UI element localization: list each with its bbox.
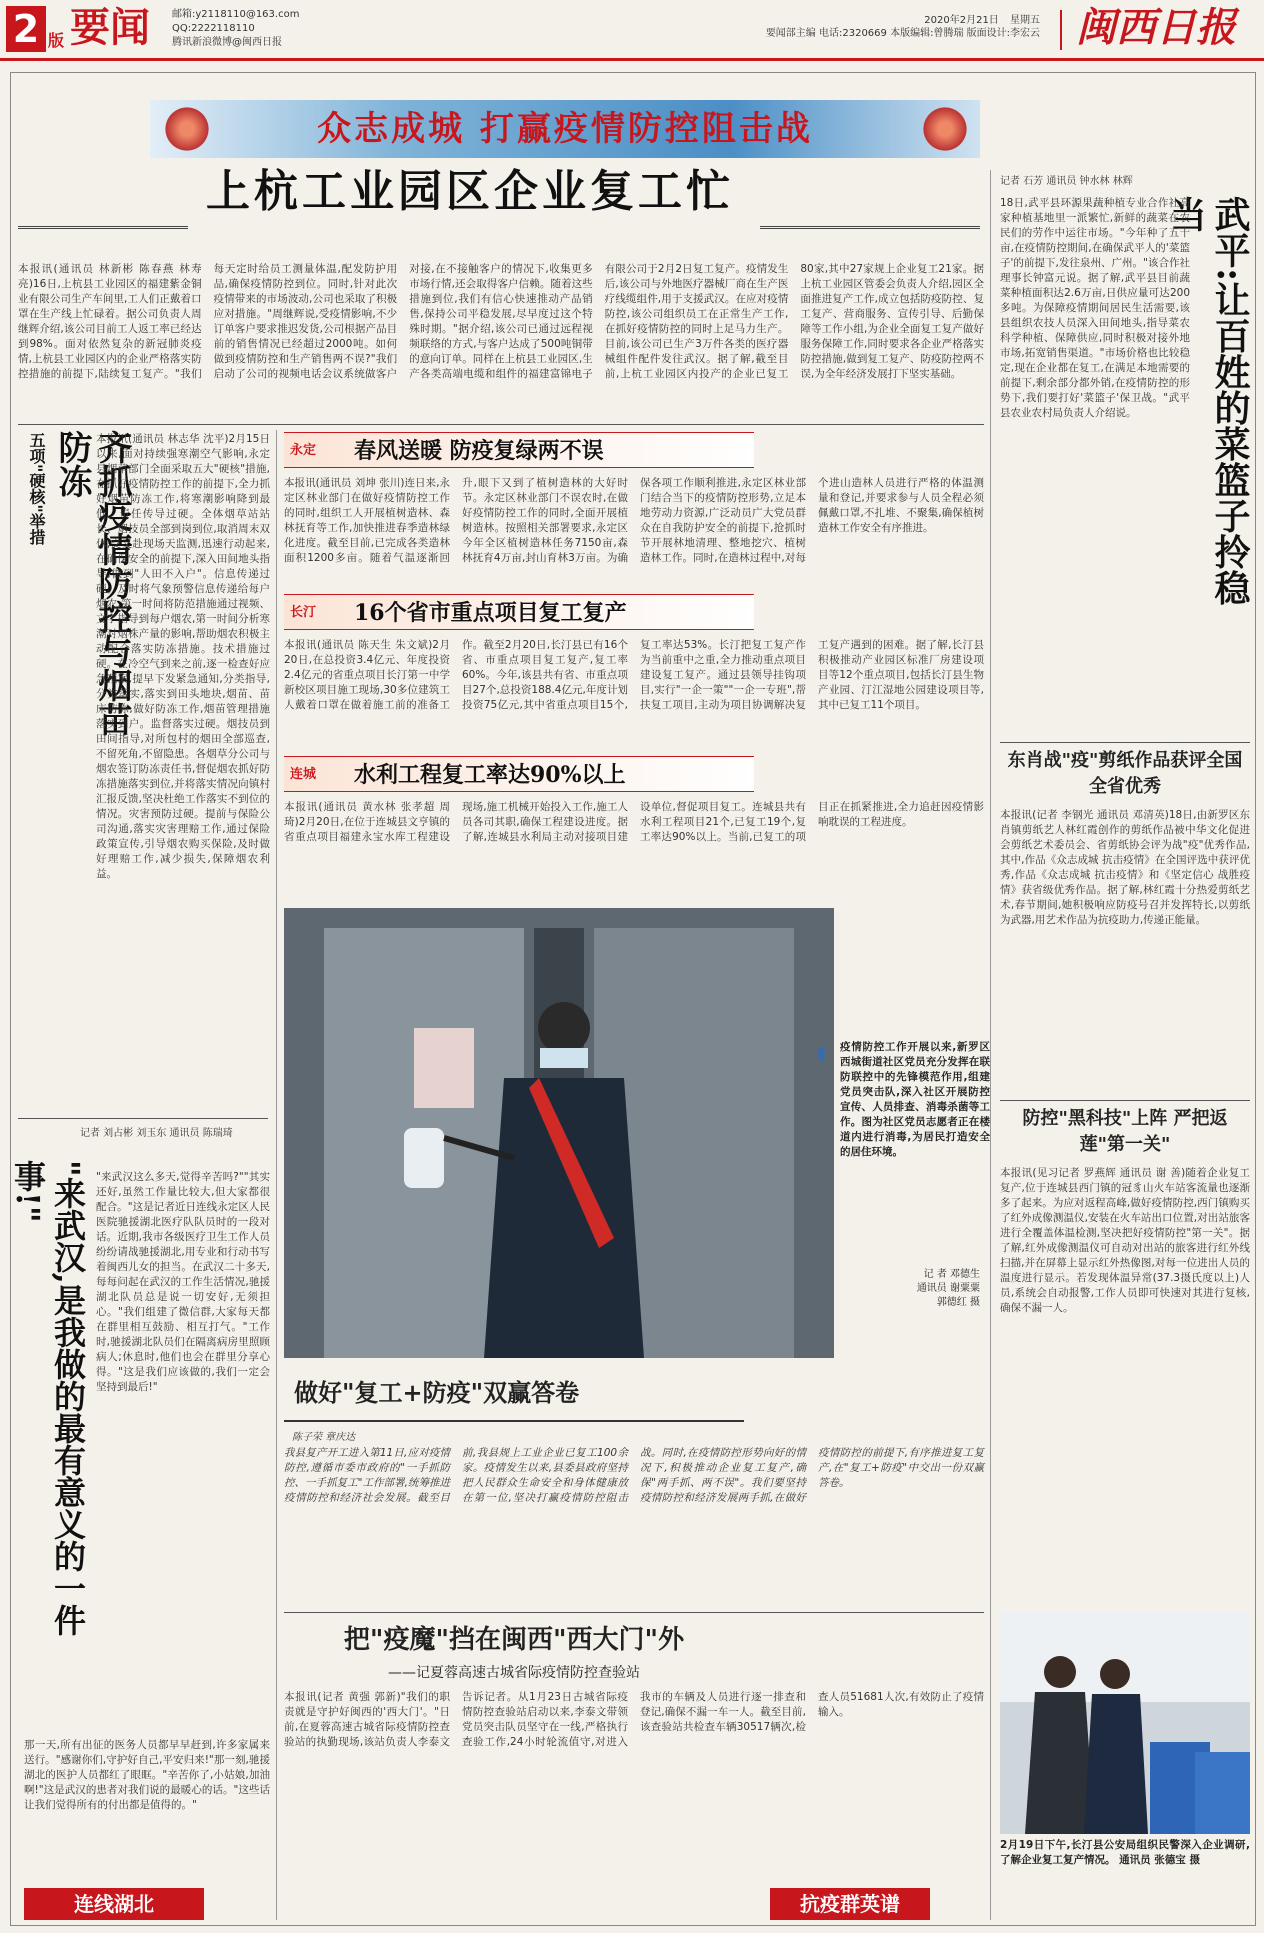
police-photo-caption: 2月19日下午,长汀县公安局组织民警深入企业调研,了解企业复工复产情况。 通讯员 张德宝 摄 bbox=[1000, 1839, 1250, 1866]
photo-credit: 通讯员 谢粟粟 bbox=[916, 1283, 980, 1294]
page-label: 版 bbox=[48, 31, 65, 50]
weekday-text: 星期五 bbox=[1010, 15, 1040, 26]
photo-credit: 记 者 邓德生 bbox=[923, 1269, 980, 1280]
paper-name-logo: 闽西日报 bbox=[1076, 4, 1236, 51]
disinfection-photo-illustration bbox=[284, 908, 834, 1358]
banner bbox=[150, 100, 980, 158]
yongding-story-body: 本报讯(通讯员 刘坤 张川)连日来,永定区林业部门在做好疫情防控工作的同时,组织工人开展植树造林、森林抚育等工作,加快推进春季造林绿化进度。截至目前,已完成各类造林面积1200多亩。随着气温逐渐回升,眼下又到了植树造林的大好时节。永定区林业部门不误农时,在做好疫情防控工作的同时,全面开展植树造林。按照相关部署要求,永定区今年全区植树造林任务7150亩,森林抚育4万亩,封山育林3万亩。为确保各项工作顺利推进,永定区林业部门结合当下的疫情防控形势,立足本地劳动力资源,广泛动员广大党员群众在自我防护安全的前提下,抢抓时节开展林地清理、整地挖穴、植树造林工作。同时,在造林过程中,对每个进山造林人员进行严格的体温测量和登记,并要求参与人员全程必须佩戴口罩,不扎堆、不聚集,确保植树造林工作安全有序推进。 bbox=[284, 477, 984, 564]
headline-rule-right bbox=[760, 226, 980, 231]
changting-story-body: 本报讯(通讯员 陈天生 朱文斌)2月20日,在总投资3.4亿元、年度投资2.4亿元的省重点项目长汀第一中学新校区项目施工现场,30多位建筑工人戴着口罩在做着施工前的准备工作。截至2月20日,长汀县已有16个省、市重点项目复工复产,复工率60%。今年,该县共有省、市重点项目27个,总投资188.4亿元,年度计划投资75亿元,其中省重点项目15个,复工率达53%。长汀把复工复产作为当前重中之重,全力推动重点项目建设复工复产。通过县领导挂钩项目,实行"一企一策""一企一专班",帮扶复工项目,主动为项目协调解决复工复产遇到的困难。据了解,长汀县积极推动产业园区标准厂房建设项目等12个重点项目,包括长汀县生物产业园、汀江湿地公园建设项目等,其中已复工11个项目。 bbox=[284, 639, 984, 711]
masthead-date-info bbox=[640, 14, 1040, 40]
place-tag-liancheng: 连城 bbox=[290, 767, 317, 782]
left-kicker: 五项"硬核"举措 bbox=[27, 432, 46, 545]
paper-cut-headline: 东肖战"疫"剪纸作品获评全国全省优秀 bbox=[1007, 750, 1243, 797]
left-vertical-headline: 齐抓疫情防控与烟苗防冻 bbox=[52, 430, 132, 736]
page-number: 2 bbox=[6, 6, 46, 52]
west-gate-subtitle: ——记夏蓉高速古城省际疫情防控查验站 bbox=[388, 1665, 640, 1681]
photo-caption: 疫情防控工作开展以来,新罗区西城街道社区党员充分发挥在联防联控中的先锋模范作用,组建党员突击队,深入社区开展防控宣传、人员排查、消毒杀菌等工作。图为社区党员志愿者正在楼道内进行消毒,为居民打造安全的居住环境。 bbox=[840, 1041, 990, 1158]
west-gate-body: 本报讯(记者 黄强 郭新)"我们的职责就是守护好闽西的'西大门'。"日前,在夏蓉高速古城省际疫情防控查验站的执勤现场,该站负责人李泰文告诉记者。从1月23日古城省际疫情防控查验站启动以来,李泰文带领党员突击队员坚守在一线,严格执行查验工作,24小时轮流值守,对进入我市的车辆及人员进行逐一排查和登记,确保不漏一车一人。截至目前,该查验站共检查车辆30517辆次,检查人员51681人次,有效防止了疫情输入。 bbox=[284, 1691, 984, 1748]
email-text: 邮箱:y2118110@163.com bbox=[172, 9, 300, 20]
headline-rule-left bbox=[18, 226, 188, 231]
divider bbox=[1000, 1100, 1250, 1101]
liancheng-headline: 水利工程复工率达90%以上 bbox=[354, 762, 626, 788]
lead-headline: 上杭工业园区企业复工忙 bbox=[206, 166, 734, 217]
changting-headline: 16个省市重点项目复工复产 bbox=[354, 600, 627, 626]
place-tag-yongding: 永定 bbox=[290, 443, 317, 458]
date-text: 2020年2月21日 bbox=[924, 15, 999, 26]
double-win-byline: 陈子荣 章庆达 bbox=[292, 1432, 356, 1443]
double-win-body: 我县复产开工进入第11日,应对疫情防控,遵循市委市政府的"一手抓防控、一手抓复工"工作部署,统筹推进疫情防控和经济社会发展。截至目前,我县规上工业企业已复工100余家。疫情发生以来,县委县政府坚持把人民群众生命安全和身体健康放在第一位,坚决打赢疫情防控阻击战。同时,在疫情防控形势向好的情况下,积极推动企业复工复产,确保"两手抓、两不误"。我们要坚持疫情防控和经济发展两手抓,在做好疫情防控的前提下,有序推进复工复产,在"复工+防疫"中交出一份双赢答卷。 bbox=[284, 1447, 984, 1504]
left-story-body-text: 本报讯(通讯员 林志华 沈平)2月15日以来,面对持续强寒潮空气影响,永定县烟草部门全面采取五大"硬核"措施,在抓好疫情防控工作的前提下,全力抓好烟苗防冻工作,将寒潮影响降到最低。责任传导过硬。全体烟草站站长、烟技员全部到岗到位,取消周末双休,交叉赴现场天监测,迅速行动起来,在确保安全的前提下,深入田间地头指导,做到"人田不入户"。信息传递过硬。及时将气象预警信息传递给每户烟农,第一时间将防范措施通过视频、文字指导到每户烟农,第一时间分析寒潮对烟株产量的影响,帮助烟农积极主动配合落实防冻措施。技术措施过硬。在冷空气到来之前,逐一检查好应急预案,提早下发紧急通知,分类指导,分类落实,落实到田头地块,烟苗、苗床防冻,做好防冻工作,烟苗管理措施落实到户。监督落实过硬。烟技员到田间指导,对所包村的烟田全部巡查,不留死角,不留隐患。各烟草分公司与烟农签订防冻责任书,督促烟农抓好防冻措施落实到位,并将落实情况向镇村汇报反馈,坚决杜绝工作落实不到位的情况。灾害预防过硬。提前与保险公司沟通,落实灾害理赔工作,通过保险政策宣传,引导烟农购买保险,及时做好理赔工作,减少损失,保障烟农利益。 bbox=[96, 433, 270, 880]
section-name: 要闻 bbox=[70, 4, 150, 51]
right-byline: 记者 石芳 通讯员 钟水林 林辉 bbox=[1000, 176, 1133, 187]
photo-credits bbox=[860, 1268, 980, 1310]
police-photo-illustration bbox=[1000, 1612, 1250, 1834]
left-author-box: 记者 刘占彬 刘玉东 通讯员 陈瑞琦 bbox=[80, 1128, 233, 1139]
footer-tag-heroes: 抗疫群英谱 bbox=[770, 1888, 930, 1920]
column-divider bbox=[990, 170, 991, 1920]
west-gate-headline: 把"疫魔"挡在闽西"西大门"外 bbox=[343, 1625, 685, 1655]
wuhan-story-body-cont: 那一天,所有出征的医务人员都早早赶到,许多家属来送行。"感谢你们,守护好自己,平安归来!"那一刻,驰援湖北的医护人员都红了眼眶。"辛苦你了,小姑娘,加油啊!"这是武汉的患者对我们说的最暖心的话。"这些话让我们觉得所有的付出都是值得的。" bbox=[24, 1739, 270, 1811]
changting-headline-bar bbox=[284, 594, 754, 630]
double-win-headline: 做好"复工+防疫"双赢答卷 bbox=[294, 1378, 580, 1407]
lead-story-body: 本报讯(通讯员 林新彬 陈春燕 林寿亮)16日,上杭县工业园区的福建紫金铜业有限公司生产车间里,工人们正戴着口罩在生产线上忙碌着。据公司负责人周继辉介绍,该公司目前工人返工率已经达到98%。面对依然复杂的新冠肺炎疫情,上杭县工业园区内的企业严格落实防控措施的前提下,陆续复工复产。"我们每天定时给员工测量体温,配发防护用品,确保疫情防控到位。同时,针对此次疫情带来的市场波动,公司也采取了积极应对措施。"周继辉说,受疫情影响,不少订单客户要求推迟发货,公司根据产品目前的销售情况已经超过2000吨。如何做到疫情防控和生产销售两不误?"我们启动了公司的视频电话会议系统做客户对接,在不接触客户的情况下,收集更多市场行情,还会取得客户信赖。随着这些措施到位,我们有信心快速推动产品销售,保持公司平稳发展,尽早度过这个特殊时期。"据介绍,该公司已通过远程视频联络的方式,与客户达成了500吨铜带的意向订单。同样在上杭县工业园区,生产各类高端电缆和组件的福建富锦电子有限公司于2月2日复工复产。疫情发生后,该公司与外地医疗器械厂商在生产医疗线缆组件,用于支援武汉。在应对疫情防控,该公司组织员工在正常生产工作,在抓好疫情防控的同时上足马力生产。目前,该公司已生产3万件各类的医疗器械组件配件发往武汉。据了解,截至目前,上杭工业园区内投产的企业已复工80家,其中27家规上企业复工21家。据上杭工业园区管委会负责人介绍,园区全面推进复产工作,成立包括防疫防控、复工复产、营商服务、宣传引导、后勤保障等工作小组,为企业全面复工复产做好服务保障工作,同时要求各企业严格落实防控措施,做到复工复产、防疫防控两不误,为全年经济发展打下坚实基础。 bbox=[18, 263, 984, 380]
column-divider bbox=[276, 430, 277, 1920]
yongding-headline: 春风送暖 防疫复绿两不误 bbox=[354, 438, 604, 464]
divider bbox=[1000, 742, 1250, 743]
signal-icon: ◖ bbox=[816, 1040, 827, 1064]
paper-cut-body: 本报讯(记者 李钢光 通讯员 邓清英)18日,由新罗区东肖镇剪纸艺人林红霞创作的剪纸作品被中华文化促进会剪纸艺术委员会、省剪纸协会评为战"疫"优秀作品,其中,作品《众志成城 抗击疫情》在全国评选中获评优秀,作品《众志成城 抗击疫情》和《坚定信心 战胜疫情》获省级优秀作品。据了解,林红霞十分热爱剪纸艺术,春节期间,她积极响应防疫号召并发挥特长,以剪纸为武器,用艺术作品为抗疫助力,传递正能量。 bbox=[1000, 809, 1250, 926]
qq-text: QQ:2222118110 bbox=[172, 23, 255, 34]
photo-credit: 郭德红 摄 bbox=[936, 1297, 980, 1308]
banner-slogan: 众志成城 打赢疫情防控阻击战 bbox=[317, 109, 813, 149]
police-photo bbox=[1000, 1612, 1250, 1834]
masthead-divider bbox=[1060, 10, 1062, 50]
wuhan-vertical-headline: "来武汉,是我做的最有意义的一件事!" bbox=[9, 1160, 87, 1636]
place-tag-changting: 长汀 bbox=[290, 605, 317, 620]
wuping-story-body: 18日,武平县环源果蔬种植专业合作社高家种植基地里一派繁忙,新鲜的蔬菜在农民们的劳作中运往市场。"今年种了五十亩,在疫情防控期间,在确保武平人的'菜篮子'的前提下,发往泉州、广州。"该合作社理事长钟富元说。据了解,武平县目前蔬菜种植面积达2.6万亩,日供应量可达200多吨。为保障疫情期间居民生活需要,该县组织农技人员深入田间地头,指导菜农科学种植、保障供应,同时积极对接外地市场,拓宽销售渠道。"市场价格也比较稳定,现在企业都在复工,在满足本地需要的前提下,剩余部分都外销,在疫情防控的形势下,我们要打好'菜篮子'保卫战。"武平县农业农村局负责人介绍说。 bbox=[1000, 197, 1190, 419]
weibo-text: 腾讯新浪微博@闽西日报 bbox=[172, 37, 282, 48]
liancheng-headline-bar bbox=[284, 756, 754, 792]
yongding-headline-bar bbox=[284, 432, 754, 468]
tech-body: 本报讯(见习记者 罗燕辉 通讯员 谢 善)随着企业复工复产,位于连城县西门镇的冠豸山火车站客流量也逐渐多了起来。为应对返程高峰,做好疫情防控,西门镇购买了红外成像测温仪,安装在火车站出口位置,对出站旅客进行全覆盖体温检测,坚决把好疫情防控"第一关"。据了解,红外成像测温仪可自动对出站的旅客进行红外线扫描,并在屏幕上显示红外热像图,对每一位进出人员的温度进行显示。若发现体温异常(37.3摄氏度以上)人员,系统会自动报警,工作人员即可快速对其进行复核,确保不漏一人。 bbox=[1000, 1167, 1250, 1314]
disinfection-photo bbox=[284, 908, 834, 1358]
double-win-headline-box bbox=[284, 1364, 744, 1422]
divider bbox=[284, 1612, 984, 1613]
wuhan-story-body: "来武汉这么多天,觉得辛苦吗?""其实还好,虽然工作量比较大,但大家都很配合。"这是记者近日连线永定区人民医院驰援湖北医疗队队员时的一段对话。近期,我市各级医疗卫生工作人员纷纷请战驰援湖北,用专业和行动书写着闽西儿女的担当。在武汉二十多天,每每问起在武汉的工作生活情况,驰援湖北队员总是说一切安好,无须担心。"我们组建了微信群,大家每天都在群里相互鼓励、相互打气。"工作时,驰援湖北队员们在隔离病房里照顾病人;休息时,他们也会在群里分享心得。"这是我们应该做的,我们一定会坚持到最后!" bbox=[96, 1171, 270, 1393]
footer-tag-hubei: 连线湖北 bbox=[24, 1888, 204, 1920]
masthead-rule bbox=[0, 58, 1264, 61]
divider bbox=[18, 424, 984, 425]
wuping-vertical-headline: 武平:让百姓的菜篮子拎稳当 bbox=[1165, 196, 1251, 606]
divider bbox=[18, 1118, 268, 1119]
tech-headline: 防控"黑科技"上阵 严把返莲"第一关" bbox=[1022, 1108, 1228, 1155]
editor-info: 要闻部主编 电话:2320669 本版编辑:曾腾瑞 版面设计:李宏云 bbox=[765, 28, 1040, 39]
masthead-contact bbox=[172, 8, 342, 50]
liancheng-story-body: 本报讯(通讯员 黄水林 张孝超 周琦)2月20日,在位于连城县文亨镇的省重点项目福建永宝水库工程建设现场,施工机械开始投入工作,施工人员各司其职,确保工程建设进度。据了解,连城县水利局主动对接项目建设单位,督促项目复工。连城县共有水利工程项目21个,已复工19个,复工率达90%以上。当前,已复工的项目正在抓紧推进,全力追赶因疫情影响耽误的工程进度。 bbox=[284, 801, 984, 843]
